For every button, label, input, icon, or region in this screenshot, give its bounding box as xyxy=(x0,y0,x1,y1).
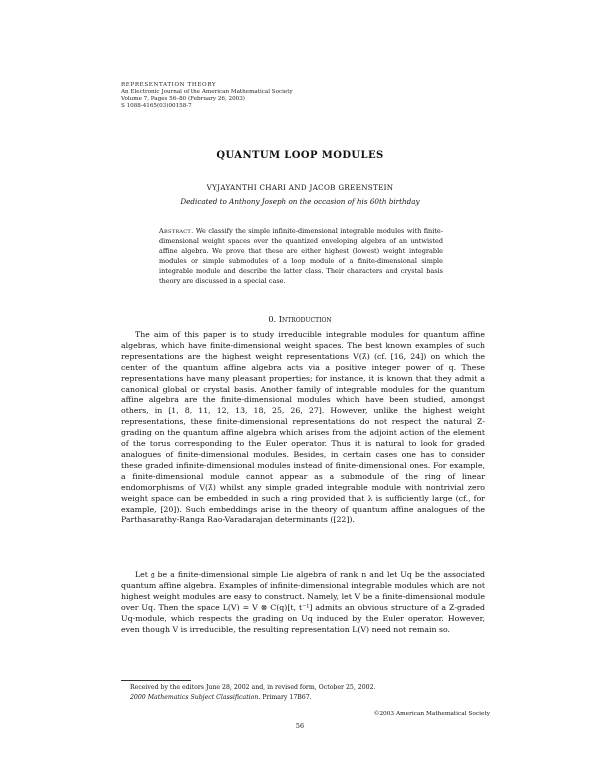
journal-name: REPRESENTATION THEORY xyxy=(121,82,217,88)
abstract-label: Abstract. xyxy=(159,227,194,235)
copyright-notice: ©2003 American Mathematical Society xyxy=(373,711,490,717)
footnotes xyxy=(121,683,485,703)
footnote-msc xyxy=(121,693,485,703)
journal-issn: S 1088-4165(03)00158-7 xyxy=(121,103,192,109)
section-heading xyxy=(0,314,600,324)
journal-subtitle: An Electronic Journal of the American Mathematical Society xyxy=(121,89,293,95)
footnote-msc-label: 2000 Mathematics Subject Classification. xyxy=(130,694,261,701)
section-number: 0. xyxy=(268,314,277,324)
footnote-msc-value: Primary 17B67. xyxy=(262,694,312,701)
body-paragraph-2: Let 𝔤 be a finite-dimensional simple Lie algebra of rank n and let Uq be the associated quantum affine algebra. Examples of infinite-dimensional integrable modules which are not highest weight modules are easy to construct. Namely, let V be a finite-dimensional module over Uq. Then the space L(V) = V ⊗ C(q)[t, t⁻¹] admits an obvious structure of a Z-graded Uq-module, which respects the grading on Uq induced by the Euler operator. However, even though V is irreducible, the resulting representation L(V) need not remain so. xyxy=(121,570,485,634)
paper-title: QUANTUM LOOP MODULES xyxy=(216,150,384,161)
abstract xyxy=(159,226,443,287)
body-paragraph-1: The aim of this paper is to study irreducible integrable modules for quantum affine algebras, which have finite-dimensional weight spaces. The best known examples of such representations are the highest weight representations V(λ̂) (cf. [16, 24]) on which the center of the quantum affine algebra acts via a positive integer power of q. These representations have many pleasant properties; for instance, it is known that they admit a canonical global or crystal basis. Another family of integrable modules for the quantum affine algebra are the finite-dimensional modules which have been studied, amongst others, in [1, 8, 11, 12, 13, 18, 25, 26, 27]. However, unlike the highest weight representations, these finite-dimensional representations do not respect the natural Z-grading on the quantum affine algebra which arises from the adjoint action of the element of the torus corresponding to the Euler operator. Thus it is natural to look for graded analogues of finite-dimensional modules. Besides, in certain cases one has to consider these graded infinite-dimensional modules instead of finite-dimensional ones. For example, a finite-dimensional module cannot appear as a submodule of the ring of linear endomorphisms of V(λ̂) whilst any simple graded integrable module with nontrivial zero weight space can be embedded in such a ring provided that λ is sufficiently large (cf., for example, [20]). Such embeddings arise in the theory of quantum affine analogues of the Parthasarathy-Ranga Rao-Varadarajan determinants ([22]). xyxy=(121,330,485,525)
page-number: 56 xyxy=(295,722,305,730)
journal-header xyxy=(121,82,501,110)
section-title: Introduction xyxy=(278,314,332,324)
abstract-text: We classify the simple infinite-dimensional integrable modules with finite-dimensional weight spaces over the quantized enveloping algebra of an untwisted affine algebra. We prove that these are either highest (lowest) weight integrable modules or simple submodules of a loop module of a finite-dimensional simple integrable module and describe the latter class. Their characters and crystal basis theory are discussed in a special case. xyxy=(159,227,443,286)
paper-authors: VYJAYANTHI CHARI AND JACOB GREENSTEIN xyxy=(206,183,394,192)
footnote-divider xyxy=(121,680,191,681)
footnote-received: Received by the editors June 28, 2002 and, in revised form, October 25, 2002. xyxy=(130,684,376,691)
journal-volume: Volume 7, Pages 56–80 (February 26, 2003) xyxy=(121,96,245,102)
paper-dedication: Dedicated to Anthony Joseph on the occasion of his 60th birthday xyxy=(180,197,420,206)
